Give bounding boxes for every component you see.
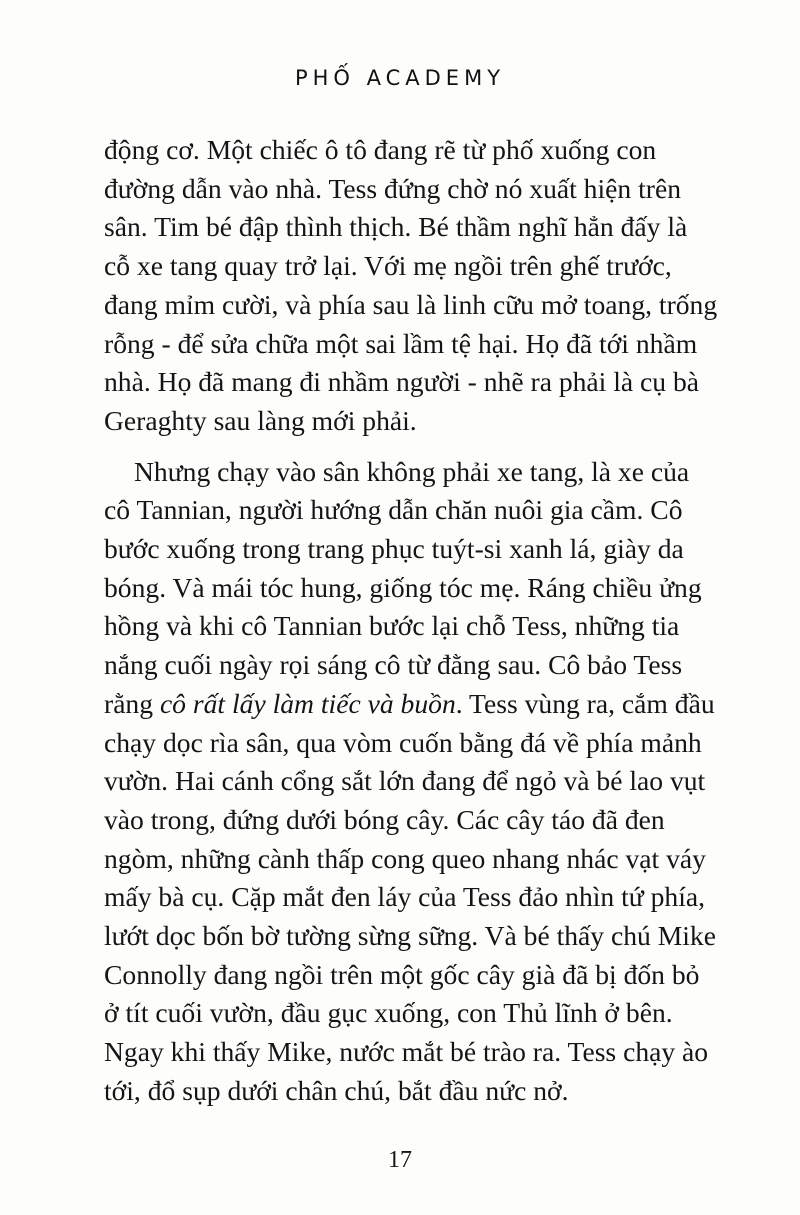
paragraph-2 xyxy=(104,453,716,1111)
text-line: bóng. Và mái tóc hung, giống tóc mẹ. Ráng chiều ửng xyxy=(104,571,702,603)
text-line: động cơ. Một chiếc ô tô đang rẽ từ phố xuống con xyxy=(104,134,657,165)
page-number: 17 xyxy=(388,1147,412,1173)
running-header: PHỐ ACADEMY xyxy=(294,66,506,90)
text-line: vườn. Hai cánh cổng sắt lớn đang để ngỏ và bé lao vụt xyxy=(104,765,706,797)
paragraph-1 xyxy=(104,131,718,441)
text-line: mấy bà cụ. Cặp mắt đen láy của Tess đảo nhìn tứ phía, xyxy=(104,881,706,913)
text-line: chạy dọc rìa sân, qua vòm cuốn bằng đá về phía mảnh xyxy=(104,726,702,758)
text-line: tới, đổ sụp dưới chân chú, bắt đầu nức nở. xyxy=(104,1074,569,1106)
text-line: vào trong, đứng dưới bóng cây. Các cây táo đã đen xyxy=(104,803,665,835)
text-line: Geraghty sau làng mới phải. xyxy=(104,404,417,436)
text-line: Connolly đang ngồi trên một gốc cây già đã bị đốn bỏ xyxy=(104,958,700,990)
text-line: đang mỉm cười, và phía sau là linh cữu mở toang, trống xyxy=(104,288,718,320)
text-line: ngòm, những cành thấp cong queo nhang nhác vạt váy xyxy=(104,842,706,874)
italic-line-suffix: . Tess vùng ra, cắm đầu xyxy=(455,687,715,719)
text-line: cỗ xe tang quay trở lại. Với mẹ ngồi trên ghế trước, xyxy=(104,250,672,282)
text-line: nắng cuối ngày rọi sáng cô từ đằng sau. Cô bảo Tess xyxy=(104,649,683,681)
text-line: ở tít cuối vườn, đầu gục xuống, con Thủ lĩnh ở bên. xyxy=(104,997,673,1029)
text-line: đường dẫn vào nhà. Tess đứng chờ nó xuất hiện trên xyxy=(104,172,681,204)
text-line: rỗng - để sửa chữa một sai lầm tệ hại. Họ đã tới nhầm xyxy=(104,327,698,359)
text-line: bước xuống trong trang phục tuýt-si xanh lá, giày da xyxy=(104,533,684,565)
italic-phrase: cô rất lấy làm tiếc và buồn xyxy=(159,687,456,719)
text-line: lướt dọc bốn bờ tường sừng sững. Và bé thấy chú Mike xyxy=(104,920,716,952)
text-line: Ngay khi thấy Mike, nước mắt bé trào ra. Tess chạy ào xyxy=(104,1036,709,1068)
text-line: sân. Tim bé đập thình thịch. Bé thầm nghĩ hẳn đấy là xyxy=(104,211,688,243)
italic-line-prefix: rằng xyxy=(104,687,160,719)
body-text xyxy=(104,131,718,1111)
text-line: cô Tannian, người hướng dẫn chăn nuôi gia cầm. Cô xyxy=(104,494,683,526)
text-line: nhà. Họ đã mang đi nhầm người - nhẽ ra phải là cụ bà xyxy=(104,366,700,398)
text-line: Nhưng chạy vào sân không phải xe tang, là xe của xyxy=(134,455,690,487)
text-line-with-italic xyxy=(104,685,715,724)
text-line: hồng và khi cô Tannian bước lại chỗ Tess, những tia xyxy=(104,610,680,642)
